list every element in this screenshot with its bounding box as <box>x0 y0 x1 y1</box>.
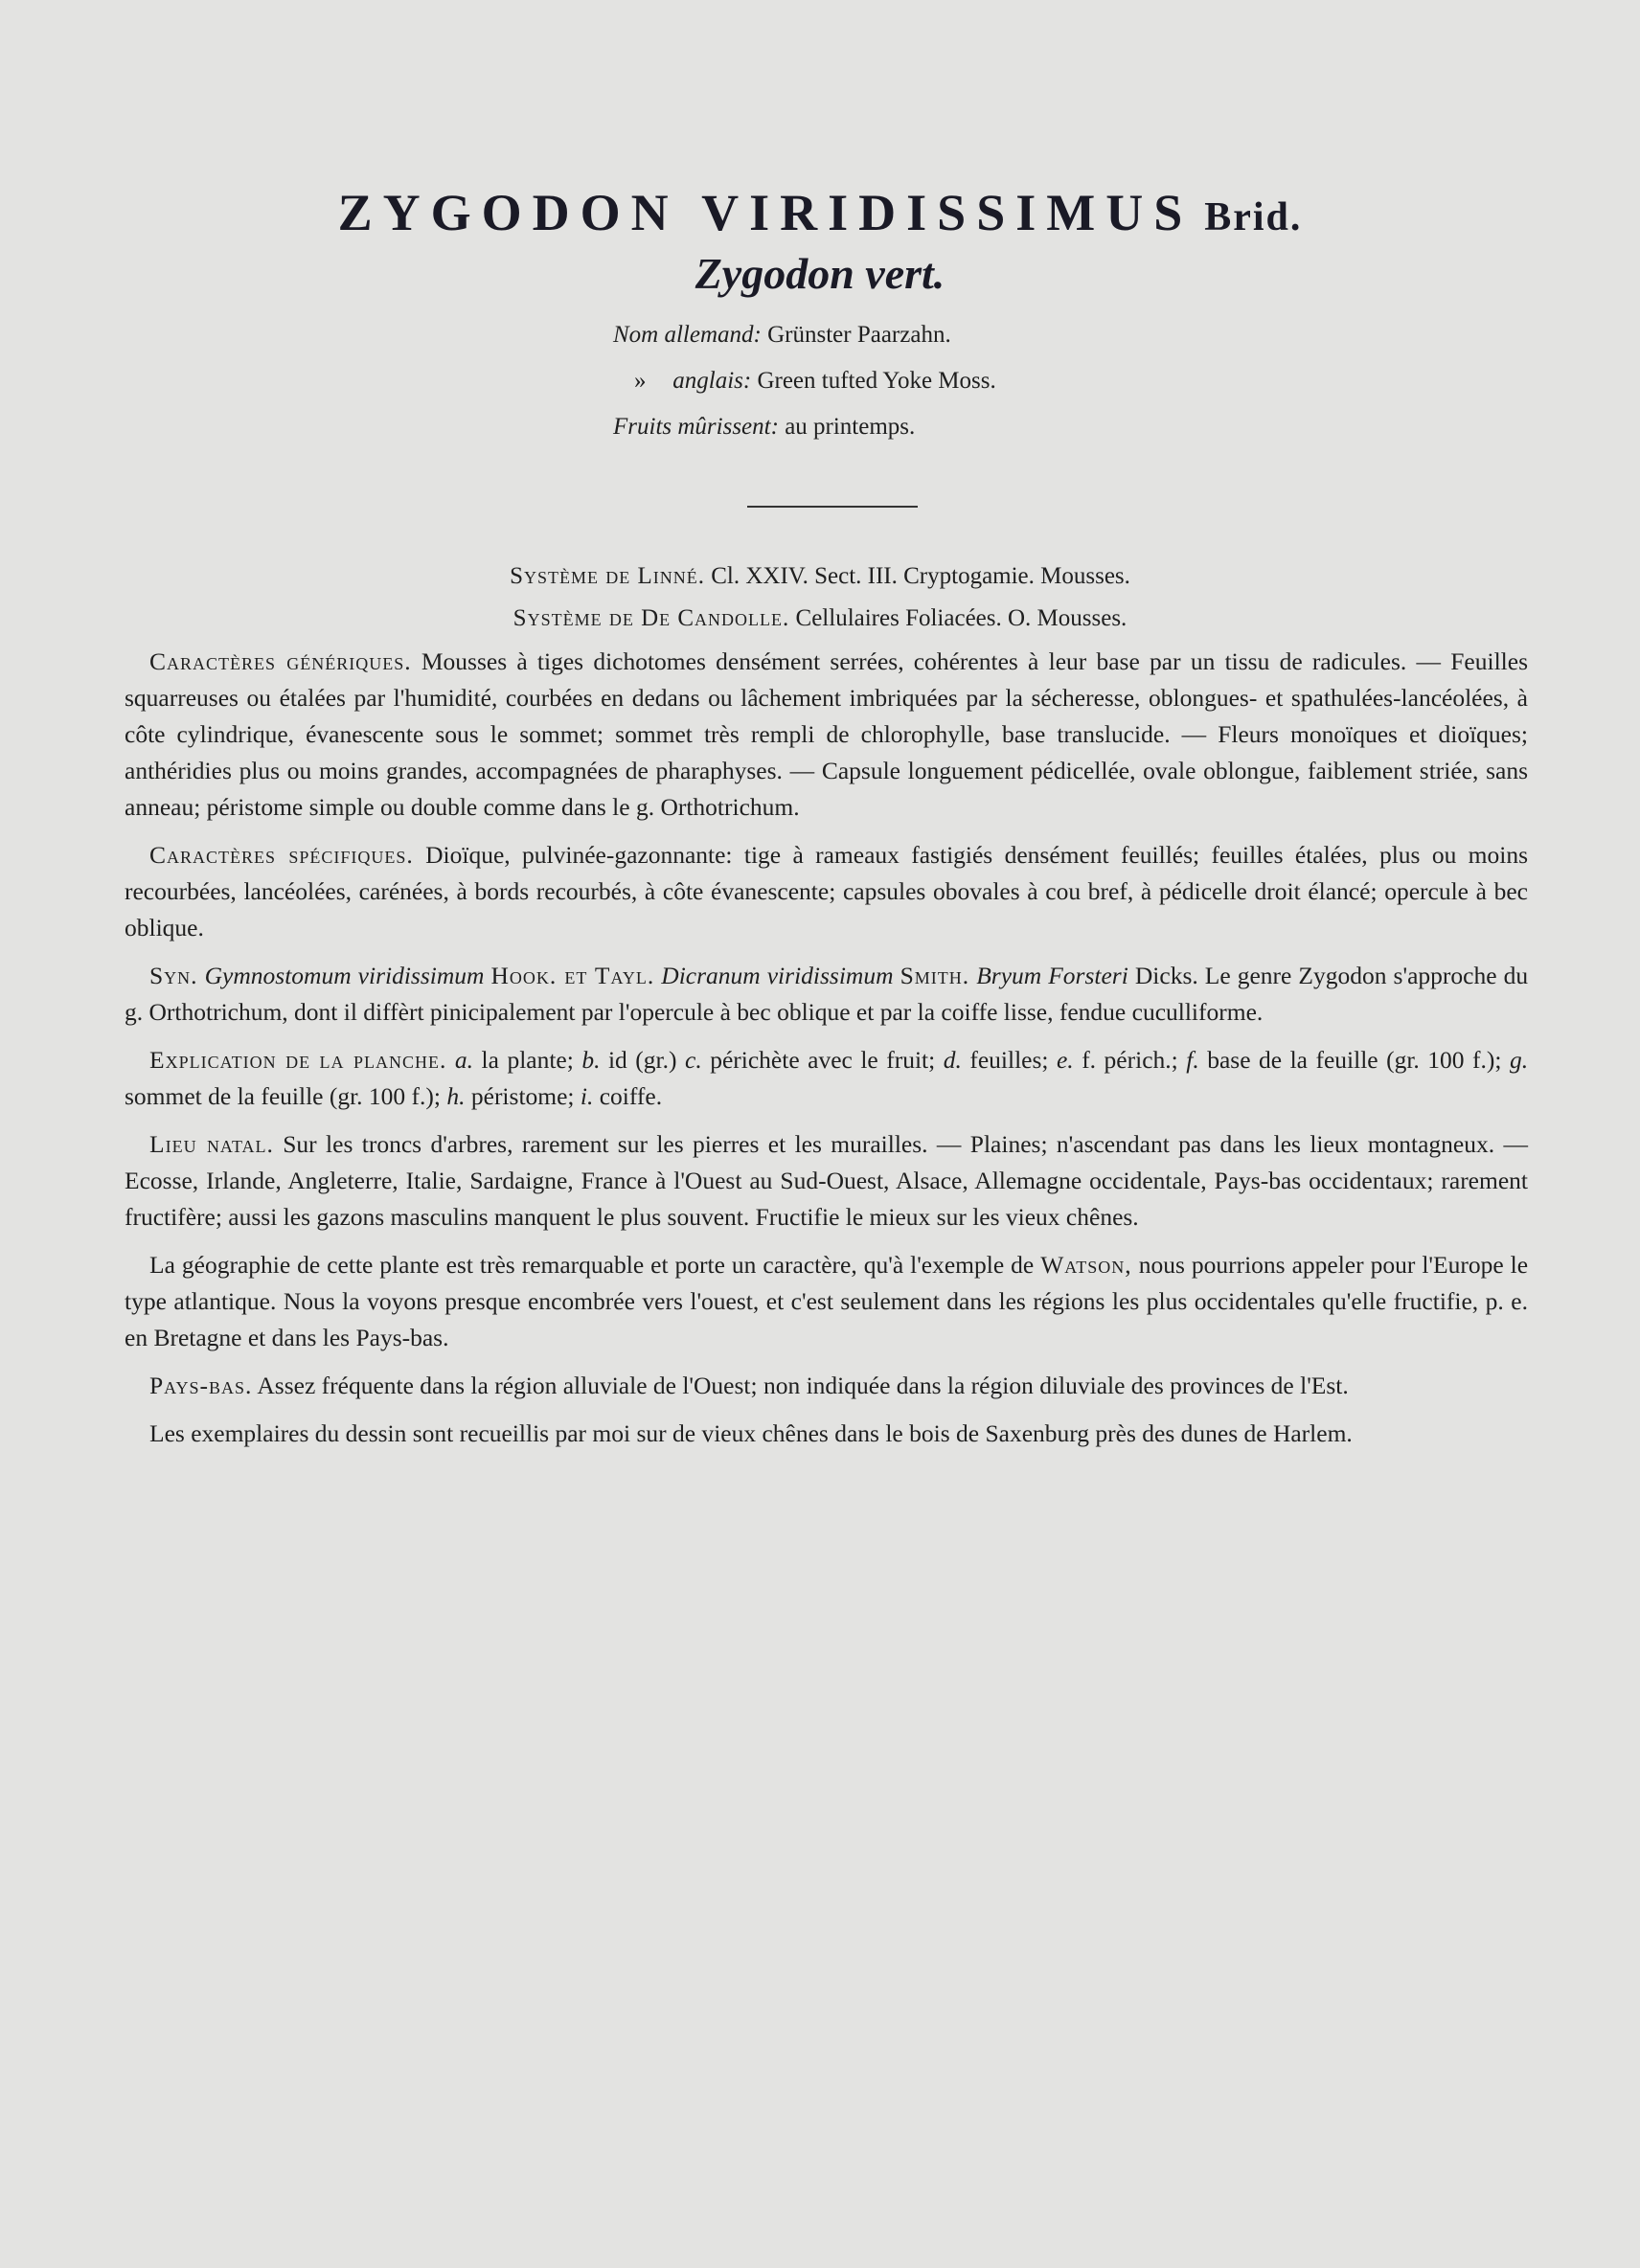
specific-characters-label: Caractères spécifiques. <box>149 841 414 869</box>
figure-letter: g. <box>1509 1046 1529 1074</box>
plate-explanation-paragraph <box>125 1042 1528 1115</box>
habitat-label: Lieu natal. <box>149 1130 274 1158</box>
synonyms-label: Syn. <box>149 962 198 989</box>
habitat-paragraph <box>125 1126 1528 1236</box>
figure-caption: feuilles; <box>969 1046 1049 1074</box>
figure-letter: e. <box>1056 1046 1074 1074</box>
fruiting-row <box>613 404 1284 450</box>
netherlands-paragraph <box>125 1368 1528 1404</box>
specimens-text: Les exemplaires du dessin sont recueillis par moi sur de vieux chênes dans le bois de Saxenburg près des dunes de Harlem. <box>149 1419 1353 1447</box>
fruiting-value: au printemps. <box>785 414 916 440</box>
figure-letter: f. <box>1186 1046 1199 1074</box>
synonym-author: Smith. <box>900 962 970 989</box>
figure-caption: base de la feuille (gr. 100 f.); <box>1207 1046 1502 1074</box>
geography-paragraph <box>125 1247 1528 1356</box>
figure-caption: sommet de la feuille (gr. 100 f.); <box>125 1082 441 1110</box>
figure-letter: d. <box>943 1046 962 1074</box>
linne-system-label: Système de Linné. <box>510 563 705 589</box>
generic-characters-text: Mousses à tiges dichotomes densément serrées, cohérentes à leur base par un tissu de radicules. — Feuilles squarreuses ou étalées par l'humidité, courbées en dedans ou lâchement imbriquées par la sécheresse, oblongues- et spathulées-lancéolées, à côte cylindrique, évanescente sous le sommet; sommet très rempli de chlorophylle, base translucide. — Fleurs monoïques et dioïques; anthéridies plus ou moins grandes, accompagnées de pharaphyses. — Capsule longuement pédicellée, ovale oblongue, faiblement striée, sans anneau; péristome simple ou double comme dans le g. Orthotrichum. <box>125 647 1529 821</box>
section-divider <box>747 506 918 508</box>
german-name-label: Nom allemand: <box>613 322 762 348</box>
synonym-name: Gymnostomum viridissimum <box>204 962 485 989</box>
species-name: ZYGODON VIRIDISSIMUS <box>337 184 1194 241</box>
figure-letter: c. <box>685 1046 702 1074</box>
netherlands-text: Assez fréquente dans la région alluviale de l'Ouest; non indiquée dans la région diluviale des provinces de l'Est. <box>257 1372 1349 1399</box>
candolle-system-text: Cellulaires Foliacées. O. Mousses. <box>795 605 1128 631</box>
synonyms-paragraph <box>125 958 1528 1031</box>
linne-system-text: Cl. XXIV. Sect. III. Cryptogamie. Mousses. <box>711 563 1130 589</box>
figure-letter: i. <box>580 1082 594 1110</box>
synonyms-text: Dicks. Le genre Zygodon s'approche du g. Orthotrichum, dont il diffèrt pinicipalement par l'opercule à bec oblique et par la coiffe lisse, fendue cuculliforme. <box>125 962 1529 1026</box>
figure-letter: b. <box>581 1046 601 1074</box>
ditto-mark: » <box>634 368 647 394</box>
figure-letter: h. <box>446 1082 466 1110</box>
german-name-row <box>613 312 1284 358</box>
habitat-text: Sur les troncs d'arbres, rarement sur les pierres et les murailles. — Plaines; n'ascendant pas dans les lieux montagneux. — Ecosse, Irlande, Angleterre, Italie, Sardaigne, France à l'Ouest au Sud-Ouest, Alsace, Allemagne occidentale, Pays-bas occidentaux; rarement fructifère; aussi les gazons masculins manquent le plus souvent. Fructifie le mieux sur les vieux chênes. <box>125 1130 1528 1231</box>
plate-explanation-label: Explication de la planche. <box>149 1046 447 1074</box>
specific-characters-paragraph <box>125 837 1528 946</box>
figure-letter: a. <box>454 1046 474 1074</box>
species-title <box>338 182 1303 248</box>
description-body <box>125 644 1528 1463</box>
specific-characters-text: Dioïque, pulvinée-gazonnante: tige à rameaux fastigiés densément feuillés; feuilles étalées, plus ou moins recourbées, lancéolées, carénées, à bords recourbés, à côte évanescente; capsules obovales à cou bref, à pédicelle droit élancé; opercule à bec oblique. <box>125 841 1529 941</box>
title-block <box>0 182 1640 248</box>
linne-system-row <box>0 556 1640 598</box>
synonym-name: Dicranum viridissimum <box>661 962 894 989</box>
figure-caption: périchète avec le fruit; <box>710 1046 936 1074</box>
candolle-system-label: Système de De Candolle. <box>512 605 790 631</box>
figure-caption: f. périch.; <box>1082 1046 1178 1074</box>
netherlands-label: Pays-bas. <box>149 1372 253 1399</box>
figure-caption: la plante; <box>481 1046 574 1074</box>
english-name-row <box>613 358 1284 404</box>
classification-systems <box>0 556 1640 640</box>
generic-characters-label: Caractères génériques. <box>149 647 412 675</box>
figure-caption: id (gr.) <box>607 1046 677 1074</box>
german-name-value: Grünster Paarzahn. <box>767 322 951 348</box>
synonym-name: Bryum Forsteri <box>976 962 1128 989</box>
species-author: Brid. <box>1204 195 1303 239</box>
synonym-author: Hook. et Tayl. <box>490 962 655 989</box>
figure-caption: péristome; <box>470 1082 575 1110</box>
figure-caption: coiffe. <box>599 1082 663 1110</box>
candolle-system-row <box>0 598 1640 640</box>
english-name-value: Green tufted Yoke Moss. <box>757 368 996 394</box>
specimens-paragraph <box>125 1416 1528 1452</box>
english-name-label: anglais: <box>672 368 752 394</box>
common-name: Zygodon vert. <box>695 249 945 298</box>
vernacular-names <box>613 312 1284 450</box>
generic-characters-paragraph <box>125 644 1528 826</box>
geography-text: nous pourrions appeler pour l'Europe le type atlantique. Nous la voyons presque encombrée vers l'ouest, et c'est seulement dans les régions les plus occidentales qu'elle fructifie, p. e. en Bretagne et dans les Pays-bas. <box>125 1251 1529 1351</box>
geography-text: La géographie de cette plante est très remarquable et porte un caractère, qu'à l'exemple de <box>149 1251 1035 1279</box>
geography-author: Watson, <box>1040 1251 1132 1279</box>
fruiting-label: Fruits mûrissent: <box>613 414 779 440</box>
